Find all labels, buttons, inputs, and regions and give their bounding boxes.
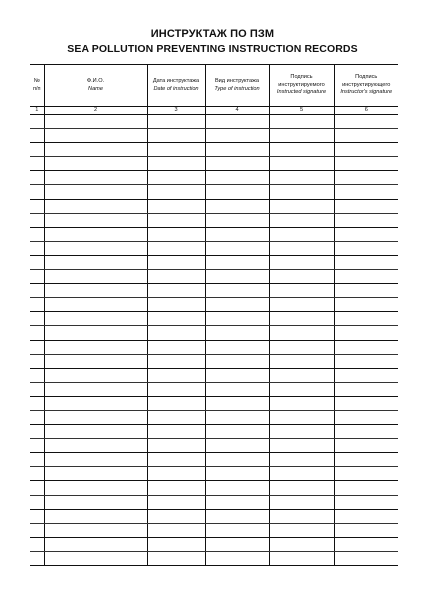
table-cell[interactable] [205,382,269,396]
table-cell[interactable] [334,495,398,509]
table-cell[interactable] [269,255,334,269]
table-cell[interactable] [334,185,398,199]
header-col-instructor-signature-en: Instructor's signature [340,89,393,96]
table-cell[interactable] [147,241,205,255]
header-col-instructed-signature [269,65,334,107]
table-cell[interactable] [147,312,205,326]
table-row [30,495,398,509]
table-cell[interactable] [147,227,205,241]
page-title-ru: ИНСТРУКТАЖ ПО ПЗМ [150,28,275,40]
table-cell[interactable] [30,382,44,396]
table-cell[interactable] [44,213,147,227]
table-cell[interactable] [269,213,334,227]
table-cell[interactable] [30,143,44,157]
table-cell[interactable] [44,481,147,495]
table-row [30,523,398,537]
table-cell[interactable] [334,354,398,368]
header-col-instructor-signature [334,65,398,107]
table-cell[interactable] [30,523,44,537]
header-col-instructor-signature-ru: Подпись инструктирующего [342,74,391,88]
table-cell[interactable] [205,509,269,523]
table-cell[interactable] [334,340,398,354]
table-cell[interactable] [147,298,205,312]
table-cell[interactable] [147,270,205,284]
table-cell[interactable] [205,185,269,199]
table-cell[interactable] [30,326,44,340]
table-cell[interactable] [44,312,147,326]
table-cell[interactable] [269,115,334,129]
table-row [30,255,398,269]
table-cell[interactable] [334,312,398,326]
table-cell[interactable] [269,410,334,424]
table-cell[interactable] [205,199,269,213]
table-cell[interactable] [147,255,205,269]
table-body [30,107,398,566]
table-row [30,270,398,284]
table-row [30,537,398,551]
table-cell[interactable] [147,115,205,129]
table-cell[interactable] [334,396,398,410]
table-cell[interactable] [44,509,147,523]
table-cell[interactable] [269,312,334,326]
table-cell[interactable] [147,368,205,382]
table-cell[interactable] [30,298,44,312]
table-cell[interactable] [147,199,205,213]
table-row [30,213,398,227]
table-cell[interactable] [44,382,147,396]
table-row [30,199,398,213]
table-cell[interactable] [269,284,334,298]
table-cell[interactable] [334,129,398,143]
table-cell[interactable] [30,213,44,227]
table-cell[interactable] [205,115,269,129]
table-cell[interactable] [269,241,334,255]
table-cell[interactable] [147,185,205,199]
table-cell[interactable] [269,227,334,241]
table-cell[interactable] [30,453,44,467]
table-cell[interactable] [147,551,205,565]
table-cell[interactable] [44,551,147,565]
table-cell[interactable] [205,481,269,495]
table-cell[interactable] [44,270,147,284]
table-cell[interactable] [30,255,44,269]
table-cell[interactable] [44,298,147,312]
table-cell[interactable] [30,199,44,213]
table-cell[interactable] [44,396,147,410]
table-cell[interactable] [205,467,269,481]
table-cell[interactable] [205,523,269,537]
table-cell[interactable] [30,340,44,354]
table-row [30,284,398,298]
table-cell[interactable] [147,410,205,424]
table-cell[interactable] [30,129,44,143]
table-cell[interactable] [334,481,398,495]
table-cell[interactable] [30,467,44,481]
table-cell[interactable] [44,227,147,241]
table-cell[interactable] [147,396,205,410]
table-cell[interactable] [269,382,334,396]
table-cell[interactable] [205,368,269,382]
table-cell[interactable] [205,495,269,509]
table-row [30,312,398,326]
table-row [30,143,398,157]
header-col-name-ru: Ф.И.О. [86,78,105,85]
table-row [30,227,398,241]
table-cell[interactable] [269,551,334,565]
table-cell[interactable] [205,241,269,255]
table-cell[interactable] [334,523,398,537]
table-cell[interactable] [30,537,44,551]
table-cell[interactable] [269,467,334,481]
table-row [30,551,398,565]
table-cell[interactable] [269,396,334,410]
table-row [30,467,398,481]
table-row [30,171,398,185]
table-cell[interactable] [44,129,147,143]
column-number: 1 [30,107,44,115]
header-col-date [147,65,205,107]
table-cell[interactable] [44,453,147,467]
header-col-instructed-signature-ru: Подпись инструктируемого [278,74,325,88]
table-row [30,298,398,312]
header-col-instructed-signature-en: Instructed signature [276,89,327,96]
table-cell[interactable] [44,199,147,213]
table-cell[interactable] [269,326,334,340]
table-cell[interactable] [30,354,44,368]
table-cell[interactable] [30,227,44,241]
table-cell[interactable] [44,340,147,354]
table-cell[interactable] [269,537,334,551]
column-number-row [30,107,398,115]
table-cell[interactable] [44,255,147,269]
table-cell[interactable] [334,453,398,467]
table-cell[interactable] [269,143,334,157]
table-cell[interactable] [30,270,44,284]
table-cell[interactable] [205,227,269,241]
table-row [30,453,398,467]
table-cell[interactable] [205,213,269,227]
table-cell[interactable] [334,551,398,565]
table-cell[interactable] [30,284,44,298]
table-row [30,185,398,199]
table-cell[interactable] [334,467,398,481]
table-cell[interactable] [269,171,334,185]
table-cell[interactable] [205,312,269,326]
table-cell[interactable] [147,425,205,439]
table-cell[interactable] [205,396,269,410]
table-cell[interactable] [205,340,269,354]
table-cell[interactable] [30,241,44,255]
table-cell[interactable] [44,115,147,129]
table-cell[interactable] [44,185,147,199]
table-cell[interactable] [334,270,398,284]
table-row [30,425,398,439]
table-cell[interactable] [334,241,398,255]
table-cell[interactable] [30,396,44,410]
table-cell[interactable] [44,157,147,171]
table-cell[interactable] [269,425,334,439]
table-cell[interactable] [269,495,334,509]
table-cell[interactable] [269,157,334,171]
table-row [30,354,398,368]
table-cell[interactable] [44,284,147,298]
table-cell[interactable] [269,481,334,495]
table-cell[interactable] [334,227,398,241]
table-cell[interactable] [147,467,205,481]
table-cell[interactable] [44,467,147,481]
table-cell[interactable] [30,425,44,439]
table-header-row [30,65,398,107]
table-cell[interactable] [269,185,334,199]
table-row [30,326,398,340]
table-cell[interactable] [269,199,334,213]
table-cell[interactable] [44,171,147,185]
table-cell[interactable] [147,171,205,185]
header-col-number [30,65,44,107]
table-cell[interactable] [44,354,147,368]
table-cell[interactable] [30,551,44,565]
table-cell[interactable] [269,129,334,143]
table-cell[interactable] [205,439,269,453]
page-title-block [0,27,425,57]
table-cell[interactable] [205,354,269,368]
table-cell[interactable] [269,453,334,467]
table-cell[interactable] [334,509,398,523]
table-cell[interactable] [30,171,44,185]
table-cell[interactable] [147,129,205,143]
table-row [30,241,398,255]
table-cell[interactable] [44,326,147,340]
table-cell[interactable] [44,523,147,537]
table-cell[interactable] [44,410,147,424]
table-cell[interactable] [205,171,269,185]
header-col-type-ru: Вид инструктажа [214,78,260,85]
table-cell[interactable] [334,298,398,312]
table-cell[interactable] [269,354,334,368]
table-row [30,382,398,396]
column-number: 3 [147,107,205,115]
table-cell[interactable] [269,509,334,523]
table-row [30,396,398,410]
table-row [30,410,398,424]
table-cell[interactable] [44,241,147,255]
table-cell[interactable] [205,298,269,312]
table-cell[interactable] [44,495,147,509]
table-cell[interactable] [334,326,398,340]
table-cell[interactable] [334,425,398,439]
table-cell[interactable] [205,157,269,171]
table-cell[interactable] [269,270,334,284]
table-row [30,481,398,495]
table-cell[interactable] [205,425,269,439]
table-cell[interactable] [334,157,398,171]
table-cell[interactable] [147,453,205,467]
table-cell[interactable] [205,537,269,551]
table-row [30,157,398,171]
table-row [30,129,398,143]
table-cell[interactable] [147,439,205,453]
table-cell[interactable] [147,326,205,340]
header-col-date-ru: Дата инструктажа [152,78,200,85]
table-cell[interactable] [334,213,398,227]
table-cell[interactable] [44,368,147,382]
table-cell[interactable] [205,129,269,143]
table-cell[interactable] [30,368,44,382]
table-cell[interactable] [147,509,205,523]
header-col-name-en: Name [88,85,103,92]
table-cell[interactable] [30,410,44,424]
table-row [30,340,398,354]
header-col-name [44,65,147,107]
table-cell[interactable] [147,143,205,157]
table-cell[interactable] [205,326,269,340]
table-cell[interactable] [147,157,205,171]
table-cell[interactable] [334,255,398,269]
table-cell[interactable] [30,185,44,199]
table-cell[interactable] [269,368,334,382]
page-title-en: SEA POLLUTION PREVENTING INSTRUCTION RECORDS [67,43,358,55]
table-cell[interactable] [269,439,334,453]
table-cell[interactable] [205,410,269,424]
table-cell[interactable] [334,115,398,129]
table-row [30,439,398,453]
table-cell[interactable] [205,270,269,284]
table-cell[interactable] [205,255,269,269]
header-col-date-en: Date of instruction [153,85,199,92]
table-cell[interactable] [205,284,269,298]
table-cell[interactable] [334,284,398,298]
table-cell[interactable] [30,439,44,453]
table-cell[interactable] [147,382,205,396]
table-cell[interactable] [44,143,147,157]
table-cell[interactable] [147,284,205,298]
table-cell[interactable] [30,495,44,509]
table-cell[interactable] [334,382,398,396]
table-cell[interactable] [30,157,44,171]
table-cell[interactable] [147,354,205,368]
table-cell[interactable] [269,523,334,537]
column-number: 6 [334,107,398,115]
table-cell[interactable] [30,312,44,326]
table-cell[interactable] [44,537,147,551]
table-cell[interactable] [44,439,147,453]
table-cell[interactable] [30,115,44,129]
table-cell[interactable] [30,481,44,495]
table-cell[interactable] [334,410,398,424]
table-row [30,368,398,382]
table-cell[interactable] [147,523,205,537]
table-cell[interactable] [147,537,205,551]
table-cell[interactable] [147,481,205,495]
table-cell[interactable] [334,199,398,213]
column-number: 5 [269,107,334,115]
table-cell[interactable] [44,425,147,439]
table-cell[interactable] [334,368,398,382]
table-row [30,115,398,129]
table-cell[interactable] [147,213,205,227]
table-cell[interactable] [334,439,398,453]
table-cell[interactable] [205,551,269,565]
table-cell[interactable] [334,143,398,157]
table-cell[interactable] [334,171,398,185]
table-cell[interactable] [269,298,334,312]
header-col-number-ru: № п/п [32,78,41,92]
table-cell[interactable] [30,509,44,523]
header-col-type-en: Type of instruction [214,85,260,92]
table-cell[interactable] [147,340,205,354]
table-cell[interactable] [269,340,334,354]
table-cell[interactable] [205,453,269,467]
table-cell[interactable] [334,537,398,551]
column-number: 2 [44,107,147,115]
column-number: 4 [205,107,269,115]
table-cell[interactable] [147,495,205,509]
table-cell[interactable] [205,143,269,157]
header-col-type [205,65,269,107]
table-row [30,509,398,523]
instruction-records-table [30,64,398,566]
